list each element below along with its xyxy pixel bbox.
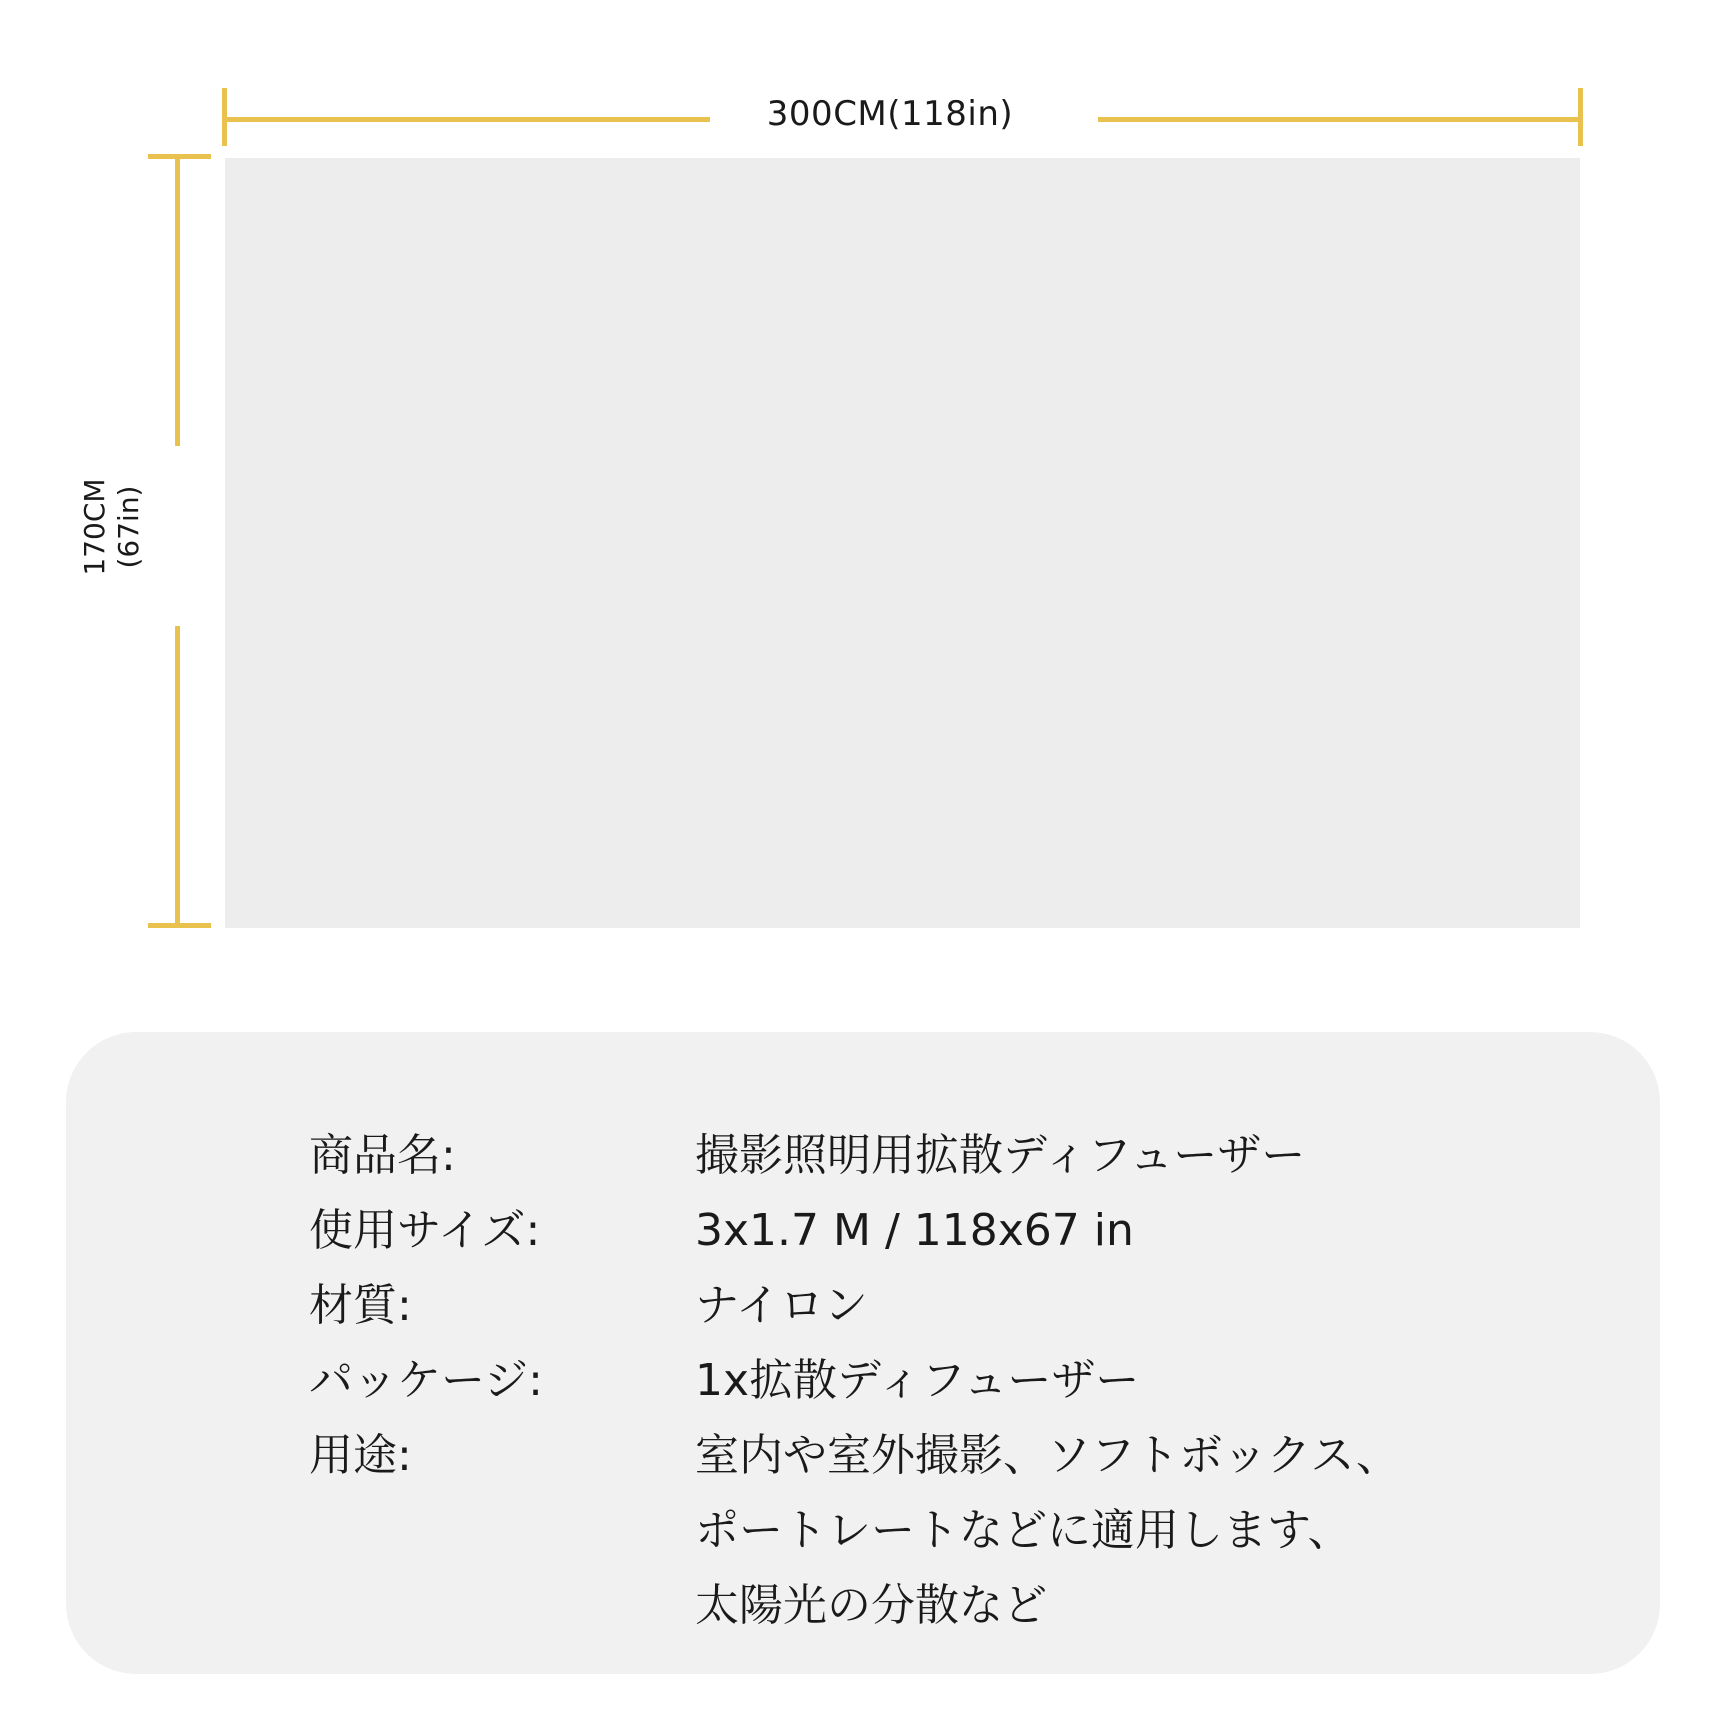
spec-value: 撮影照明用拡散ディフューザー	[695, 1130, 1306, 1181]
spec-value: ナイロン	[695, 1280, 868, 1331]
spec-label: 材質:	[309, 1280, 412, 1331]
height-dimension-tick-bottom	[148, 923, 211, 928]
width-label: 300CM(118in)	[766, 94, 1014, 134]
width-dimension-line-left	[222, 117, 710, 122]
height-dimension-line-top	[175, 154, 180, 446]
width-dimension-line-right	[1098, 117, 1582, 122]
spec-row-material	[309, 1268, 1455, 1343]
height-label-cm: 170CM	[78, 478, 111, 576]
diffuser-panel	[225, 158, 1580, 928]
spec-row-size	[309, 1193, 1455, 1268]
spec-value: 3x1.7 M / 118x67 in	[695, 1205, 1134, 1256]
spec-label: 用途:	[309, 1430, 412, 1481]
width-dimension-tick-right	[1578, 88, 1583, 146]
spec-card	[66, 1032, 1660, 1674]
spec-label: 使用サイズ:	[309, 1205, 541, 1256]
height-label	[78, 427, 158, 627]
spec-label: 商品名:	[309, 1130, 456, 1181]
spec-label: パッケージ:	[309, 1355, 543, 1406]
spec-value: 室内や室外撮影、ソフトボックス、 ポートレートなどに適用します、 太陽光の分散など	[695, 1430, 1400, 1631]
spec-value: 1x拡散ディフューザー	[695, 1355, 1140, 1406]
height-label-in: (67in)	[112, 485, 145, 569]
spec-row-product-name	[309, 1118, 1455, 1193]
height-dimension-line-bottom	[175, 626, 180, 928]
spec-row-package	[309, 1343, 1455, 1418]
spec-row-usage	[309, 1418, 1455, 1643]
